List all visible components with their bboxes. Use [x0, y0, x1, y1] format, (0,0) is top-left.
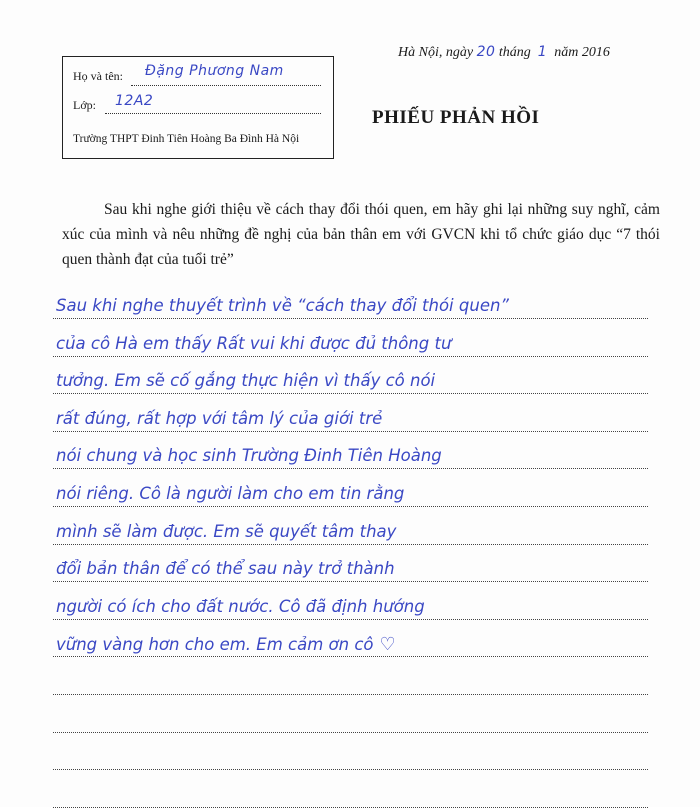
answer-line: nói chung và học sinh Trường Đinh Tiên Hoàng	[56, 446, 442, 465]
date-year: năm 2016	[554, 45, 610, 60]
date-prefix: Hà Nội, ngày	[398, 45, 474, 60]
class-value: 12A2	[115, 93, 154, 109]
writing-line	[53, 468, 648, 469]
answer-line: rất đúng, rất hợp với tâm lý của giới trẻ	[56, 409, 383, 428]
writing-line	[53, 732, 648, 733]
answer-line: của cô Hà em thấy Rất vui khi được đủ thông tư	[56, 334, 452, 353]
answer-line: người có ích cho đất nước. Cô đã định hướng	[56, 597, 425, 616]
page-title: PHIẾU PHẢN HỒI	[372, 107, 540, 128]
class-label: Lớp:	[73, 98, 97, 112]
prompt-paragraph: Sau khi nghe giới thiệu về cách thay đổi thói quen, em hãy ghi lại những suy nghĩ, cảm xúc của mình và nêu những đề nghị của bản thân em với GVCN khi tổ chức giáo dục “7 thói quen thành đạt của tuổi trẻ”	[62, 201, 660, 268]
writing-line	[53, 656, 648, 657]
writing-line	[53, 318, 648, 319]
writing-line	[53, 581, 648, 582]
date-month-label: tháng	[498, 45, 531, 60]
name-label: Họ và tên:	[73, 69, 123, 83]
date-day: 20	[476, 44, 496, 60]
writing-line	[53, 544, 648, 545]
answer-line: mình sẽ làm được. Em sẽ quyết tâm thay	[56, 522, 397, 541]
writing-line	[53, 356, 648, 357]
writing-line	[53, 431, 648, 432]
answer-line: đổi bản thân để có thể sau này trở thành	[56, 559, 395, 578]
writing-line	[53, 506, 648, 507]
name-value: Đặng Phương Nam	[145, 63, 284, 79]
answer-line: Sau khi nghe thuyết trình về “cách thay đổi thói quen”	[56, 296, 509, 315]
school-name: Trường THPT Đinh Tiên Hoàng Ba Đình Hà Nội	[73, 133, 300, 145]
writing-line	[53, 769, 648, 770]
date-month: 1	[537, 44, 548, 60]
writing-line	[53, 393, 648, 394]
writing-line	[53, 619, 648, 620]
heart-icon: ♡	[379, 634, 396, 655]
writing-line	[53, 694, 648, 695]
answer-line: nói riêng. Cô là người làm cho em tin rằng	[56, 484, 405, 503]
answer-line: tưởng. Em sẽ cố gắng thực hiện vì thấy cô nói	[56, 371, 436, 390]
answer-line: vững vàng hơn cho em. Em cảm ơn cô ♡	[56, 634, 396, 655]
